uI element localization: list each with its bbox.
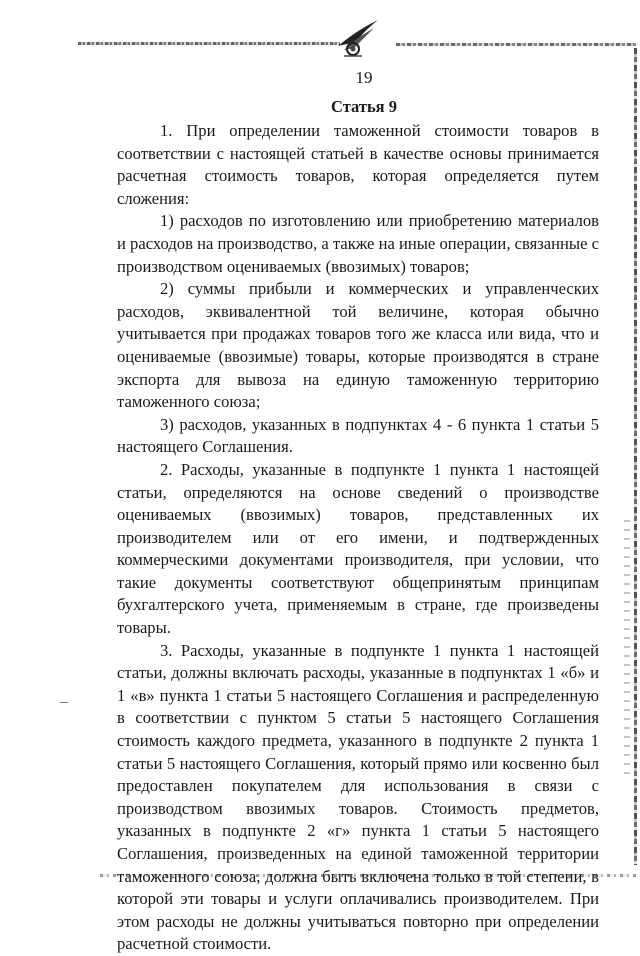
paragraph-3: 3. Расходы, указанные в подпункте 1 пункта 1 настоящей статьи, должны включать расходы, указанные в подпунктах 1 «б» и 1 «в» пункта 1 статьи 5 настоящего Соглашения и распределенную в соответствии с пунктом 5 статьи 5 настоящего Соглашения стоимость каждого предмета, указанного в подпункте 2 пункта 1 статьи 5 настоящего Соглашения, который прямо или косвенно был предоставлен покупателем для использования в связи с производством ввозимых товаров. Стоимость предметов, указанных в подпункте 2 «г» пункта 1 статьи 5 настоящего Соглашения, произведенных на единой таможенной территории таможенного союза, должна быть включена только в той степени, в которой эти товары и услуги оплачивались производителем. При этом расходы не должны учитываться повторно при определении расчетной стоимости.	[117, 640, 599, 954]
page-number: 19	[355, 68, 373, 87]
scan-noise	[624, 520, 630, 780]
article-body	[117, 120, 599, 956]
subparagraph-2: 2) суммы прибыли и коммерческих и управленческих расходов, эквивалентной той величине, которая обычно учитывается при продажах товаров того же класса или вида, что и оцениваемые (ввозимые) товары, которые производятся в стране экспорта для вывоза на единую таможенную территорию таможенного союза;	[117, 279, 599, 412]
margin-mark	[60, 702, 68, 703]
paragraph-2: 2. Расходы, указанные в подпункте 1 пункта 1 настоящей статьи, определяются на основе сведений о производстве оцениваемых (ввозимых) товаров, представленных их производителем или от его имени, и подтвержденных коммерческими документами производителя, при условии, что такие документы соответствуют общепринятым принципам бухгалтерского учета, применяемым в стране, где произведены товары.	[117, 459, 599, 638]
emblem-icon	[334, 16, 382, 60]
scan-border-left-segment	[78, 42, 340, 45]
subparagraph-1: 1) расходов по изготовлению или приобретению материалов и расходов на производство, а также на иные операции, связанные с производством оцениваемых (ввозимых) товаров;	[117, 211, 599, 276]
paragraph-1: 1. При определении таможенной стоимости товаров в соответствии с настоящей статьей в качестве основы принимается расчетная стоимость товаров, которая определяется путем сложения:	[117, 121, 599, 208]
scan-right-border	[634, 48, 637, 865]
scan-border-right-segment	[396, 43, 636, 46]
subparagraph-3: 3) расходов, указанных в подпунктах 4 - 6 пункта 1 статьи 5 настоящего Соглашения.	[117, 414, 599, 457]
article-title: Статья 9	[331, 97, 397, 116]
